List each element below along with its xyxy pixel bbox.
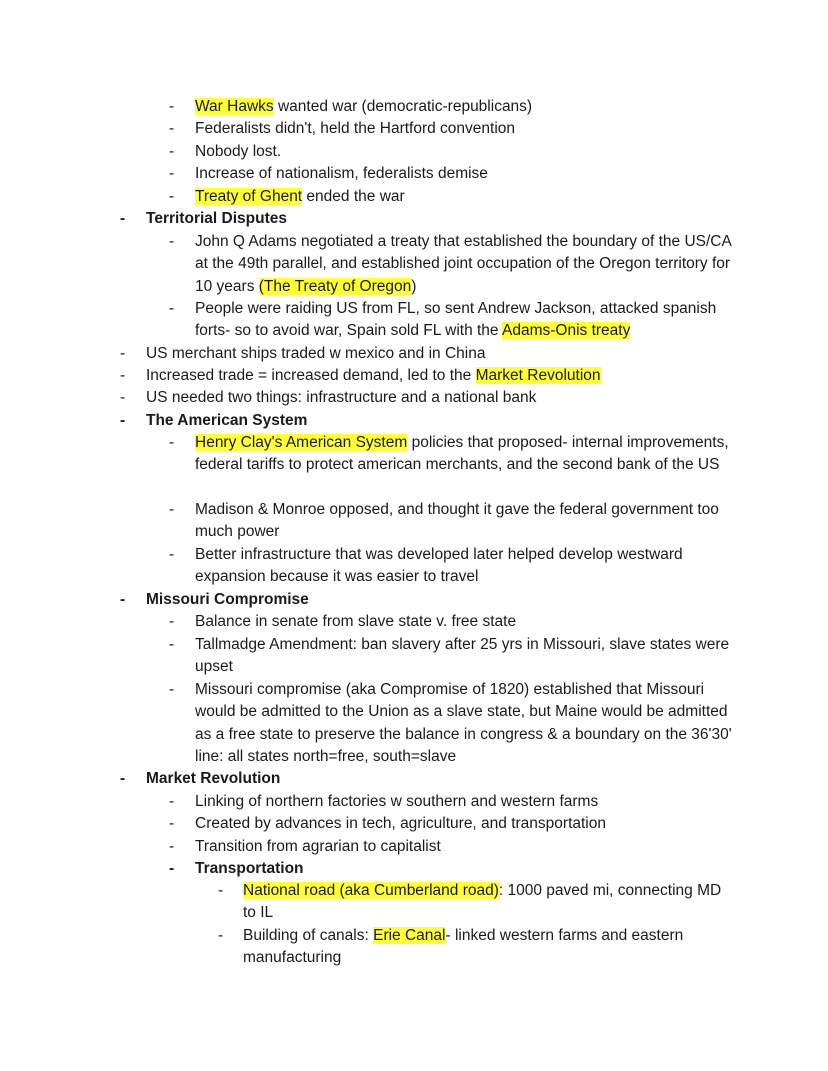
highlighted-text: Adams-Onis treaty	[502, 322, 631, 340]
text-segment: Territorial Disputes	[146, 210, 287, 227]
bullet-dash: -	[169, 815, 175, 832]
text-segment: Transportation	[195, 860, 304, 877]
text-segment: )	[411, 277, 417, 295]
bullet-dash: -	[120, 770, 126, 787]
highlighted-text: (The Treaty of Oregon	[258, 277, 412, 295]
list-item-text	[195, 544, 738, 589]
bullet-dash: -	[169, 681, 175, 698]
text-segment: John Q Adams negotiated a treaty that established the boundary of the US/CA at the 49th parallel, and established joint occupation of the Oregon territory for 10 years	[195, 233, 731, 295]
text-segment: Transition from agrarian to capitalist	[195, 838, 441, 855]
highlighted-text: War Hawks	[195, 98, 274, 115]
text-segment: Created by advances in tech, agriculture, and transportation	[195, 815, 606, 832]
text-segment: Nobody lost.	[195, 143, 282, 160]
bullet-dash: -	[169, 793, 175, 810]
bullet-dash: -	[169, 860, 175, 877]
highlighted-text: Erie Canal	[373, 927, 446, 944]
section-heading-text	[146, 410, 738, 432]
text-segment: wanted war (democratic-republicans)	[273, 98, 533, 115]
text-segment: Market Revolution	[146, 770, 281, 787]
text-segment: Missouri Compromise	[146, 591, 309, 608]
bullet-dash: -	[169, 120, 175, 137]
list-item-text	[195, 791, 738, 813]
list-item-text	[195, 813, 738, 835]
bullet-dash: -	[120, 367, 126, 384]
bullet-dash: -	[169, 98, 175, 115]
bullet-dash: -	[120, 389, 126, 406]
section-heading-text	[146, 208, 738, 230]
list-item-text	[195, 611, 738, 633]
list-item-text	[195, 96, 738, 118]
list-item-text	[195, 432, 738, 477]
list-item-text	[195, 499, 738, 544]
text-segment: Tallmadge Amendment: ban slavery after 25 yrs in Missouri, slave states were upset	[195, 636, 730, 676]
bullet-dash: -	[169, 546, 175, 563]
list-item-text	[146, 343, 738, 365]
text-segment: US merchant ships traded w mexico and in China	[146, 345, 486, 362]
bullet-dash: -	[169, 636, 175, 653]
text-segment: US needed two things: infrastructure and a national bank	[146, 389, 537, 406]
text-segment: Building of canals:	[243, 927, 374, 944]
list-item-text	[195, 141, 738, 163]
subsection-heading-text	[195, 858, 738, 880]
bullet-dash: -	[120, 210, 126, 227]
text-segment: Increased trade = increased demand, led to the	[146, 367, 476, 384]
bullet-dash: -	[169, 188, 175, 205]
text-segment: Increase of nationalism, federalists demise	[195, 165, 488, 182]
bullet-dash: -	[169, 434, 175, 451]
text-segment: : 1000 paved mi, connecting MD to IL	[243, 882, 722, 922]
list-item-text	[195, 836, 738, 858]
bullet-dash: -	[120, 345, 126, 362]
list-item-text	[146, 365, 738, 387]
section-heading-text	[146, 768, 738, 790]
bullet-dash: -	[169, 501, 175, 518]
list-item-text	[195, 298, 738, 343]
highlighted-text: National road (aka Cumberland road)	[243, 882, 499, 899]
list-item-text	[195, 163, 738, 185]
text-segment: The American System	[146, 412, 308, 429]
text-segment: Better infrastructure that was developed later helped develop westward expansion because it was easier to travel	[195, 546, 683, 586]
text-segment: Linking of northern factories w southern and western farms	[195, 793, 599, 810]
bullet-dash: -	[169, 165, 175, 182]
list-item-text	[146, 387, 738, 409]
list-item-text	[195, 634, 738, 679]
text-segment: ended the war	[302, 188, 405, 205]
highlighted-text: Henry Clay's American System	[195, 434, 408, 451]
bullet-dash: -	[120, 591, 126, 608]
list-item-text	[243, 925, 738, 970]
text-segment: Missouri compromise (aka Compromise of 1820) established that Missouri would be admitted to the Union as a slave state, but Maine would be admitted as a free state to preserve the balance in congress & a boundary on the 36'30' line: all states north=free, south=slave	[195, 681, 732, 766]
highlighted-text: Market Revolution	[475, 367, 601, 384]
text-segment: Balance in senate from slave state v. free state	[195, 613, 517, 630]
bullet-dash: -	[218, 927, 224, 944]
section-heading-text	[146, 589, 738, 611]
list-item-text	[243, 880, 738, 925]
bullet-dash: -	[169, 143, 175, 160]
text-segment: policies that proposed- internal improvements, federal tariffs to protect american merchants, and the second bank of the US	[195, 434, 729, 474]
list-item-text	[195, 679, 738, 769]
bullet-dash: -	[169, 300, 175, 317]
bullet-dash: -	[120, 412, 126, 429]
highlighted-text: Treaty of Ghent	[195, 188, 303, 205]
list-item-text	[195, 186, 738, 208]
bullet-dash: -	[218, 882, 224, 899]
text-segment: People were raiding US from FL, so sent Andrew Jackson, attacked spanish forts- so to avoid war, Spain sold FL with the	[195, 300, 717, 340]
list-item-text	[195, 118, 738, 140]
list-item-text	[195, 231, 738, 298]
bullet-dash: -	[169, 613, 175, 630]
text-segment: - linked western farms and eastern manufacturing	[243, 927, 684, 967]
bullet-dash: -	[169, 838, 175, 855]
text-segment: Madison & Monroe opposed, and thought it gave the federal government too much power	[195, 501, 719, 541]
bullet-dash: -	[169, 233, 175, 250]
text-segment: Federalists didn't, held the Hartford convention	[195, 120, 516, 137]
